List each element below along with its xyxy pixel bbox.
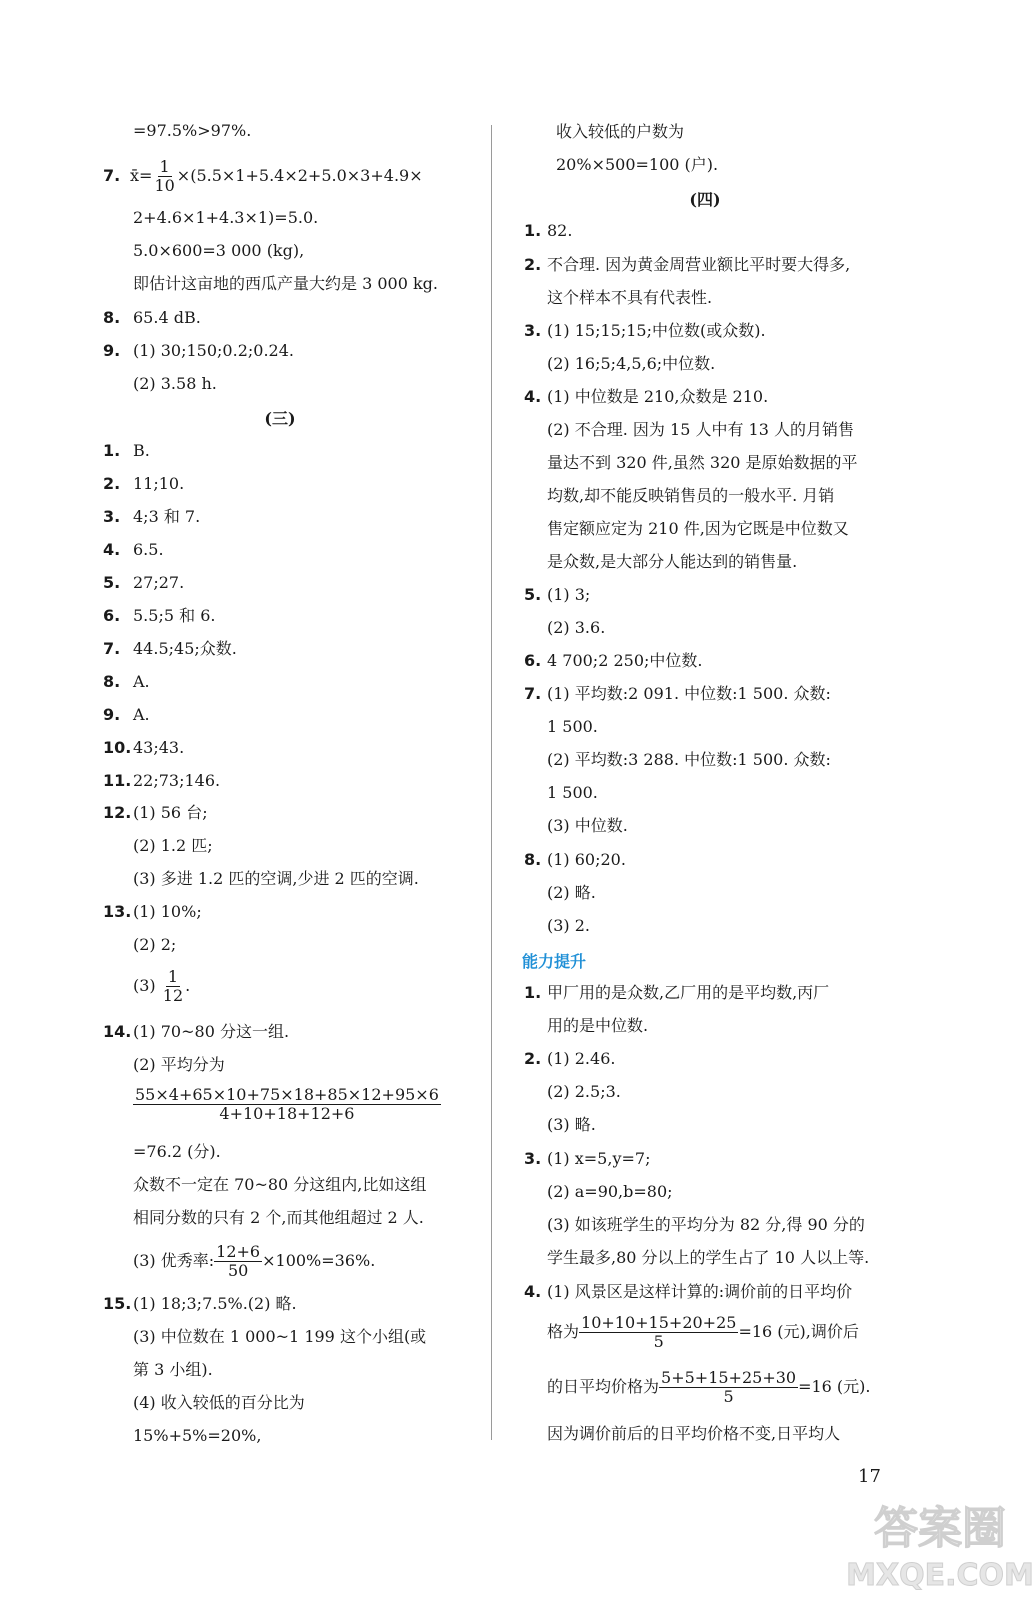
answer-text: (2) 平均分为 [133, 1055, 225, 1074]
question-number: 4. [103, 540, 121, 559]
answer-text: 学生最多,80 分以上的学生占了 10 人以上等. [547, 1248, 870, 1267]
formula-line: 格为 $\frac{10+10+15+20+25}{5}$ =16 (元),调价后 [547, 1313, 859, 1351]
fraction: $\frac{12+6}{50}$ [216, 1242, 261, 1280]
section-heading: (四) [689, 190, 721, 209]
answer-text: (3) 多进 1.2 匹的空调,少进 2 匹的空调. [133, 869, 419, 888]
formula-line: (3) $\frac{1}{12}$ . [133, 967, 191, 1005]
answer-text: (2) 略. [547, 883, 596, 902]
answer-text: 1 500. [547, 717, 598, 736]
question-number: 1. [524, 221, 542, 240]
watermark-big-text: 答案圈 [874, 1503, 1006, 1554]
answer-text: (4) 收入较低的百分比为 [133, 1393, 305, 1412]
answer-text: (2) 16;5;4,5,6;中位数. [547, 354, 716, 373]
question-number: 8. [103, 672, 121, 691]
text-line: 2+4.6×1+4.3×1)=5.0. [133, 208, 319, 227]
answer-text: 售定额应定为 210 件,因为它既是中位数又 [547, 519, 849, 538]
answer-text: 15%+5%=20%, [133, 1426, 262, 1445]
question-number: 8. [524, 850, 542, 869]
question-number: 5. [103, 573, 121, 592]
answer-text: 5.5;5 和 6. [133, 606, 216, 625]
answer-text: 4 700;2 250;中位数. [547, 651, 703, 670]
answer-text: (2) 1.2 匹; [133, 836, 213, 855]
text-line: 20%×500=100 (户). [556, 155, 719, 174]
answer-text: B. [133, 441, 150, 460]
answer-text: (3) 中位数在 1 000~1 199 这个小组(或 [133, 1327, 427, 1346]
question-number: 1. [103, 441, 121, 460]
answer-text: 甲厂用的是众数,乙厂用的是平均数,丙厂 [547, 983, 830, 1002]
question-number: 5. [524, 585, 542, 604]
section-heading: (三) [264, 409, 296, 428]
answer-text: (2) 2; [133, 935, 177, 954]
answer-text: 这个样本不具有代表性. [547, 288, 713, 307]
answer-text: 1 500. [547, 783, 598, 802]
text-line: 即估计这亩地的西瓜产量大约是 3 000 kg. [133, 274, 439, 293]
question-number: 7. [524, 684, 542, 703]
text-line: 5.0×600=3 000 (kg), [133, 241, 305, 260]
answer-text: 相同分数的只有 2 个,而其他组超过 2 人. [133, 1208, 424, 1227]
question-number: 15. [103, 1294, 132, 1313]
answer-text: 6.5. [133, 540, 164, 559]
answer-text: 65.4 dB. [133, 308, 201, 327]
page-number: 17 [858, 1466, 881, 1487]
answer-text: (2) 3.58 h. [133, 374, 217, 393]
answer-text: (1) 10%; [133, 902, 202, 921]
formula-line [133, 1086, 441, 1123]
fraction: $\frac{55\times 4+65\times 10+75\times 18+85\times 12+95\times 6}{4+10+18+12+6}$ [135, 1085, 439, 1123]
watermark-logo [845, 1485, 1035, 1600]
text-line: 收入较低的户数为 [556, 122, 685, 141]
answer-text: (1) x=5,y=7; [547, 1149, 651, 1168]
answer-text: A. [133, 672, 150, 691]
question-number: 11. [103, 771, 132, 790]
answer-text: (1) 平均数:2 091. 中位数:1 500. 众数: [547, 684, 831, 703]
answer-text: (2) 2.5;3. [547, 1082, 621, 1101]
answer-text: (2) 3.6. [547, 618, 606, 637]
answer-text: (1) 2.46. [547, 1049, 616, 1068]
fraction: $\frac{10+10+15+20+25}{5}$ [581, 1313, 737, 1351]
question-number: 10. [103, 738, 132, 757]
answer-text: (3) 中位数. [547, 816, 628, 835]
fraction: $\frac{5+5+15+25+30}{5}$ [661, 1368, 797, 1406]
question-number: 7. [103, 166, 121, 185]
formula-line: (3) 优秀率: $\frac{12+6}{50}$ ×100%=36%. [133, 1242, 376, 1280]
answer-text: 是众数,是大部分人能达到的销售量. [547, 552, 798, 571]
answer-text: (1) 风景区是这样计算的:调价前的日平均价 [547, 1282, 853, 1301]
question-number: 7. [103, 639, 121, 658]
question-number: 3. [524, 1149, 542, 1168]
question-number: 1. [524, 983, 542, 1002]
answer-text: 用的是中位数. [547, 1016, 649, 1035]
section-title-ability: 能力提升 [522, 952, 587, 971]
question-number: 13. [103, 902, 132, 921]
question-number: 2. [524, 1049, 542, 1068]
question-number: 6. [524, 651, 542, 670]
answer-text: (2) 不合理. 因为 15 人中有 13 人的月销售 [547, 420, 854, 439]
question-number: 3. [103, 507, 121, 526]
answer-text: 44.5;45;众数. [133, 639, 237, 658]
column-divider [491, 125, 492, 1440]
answer-text: (1) 15;15;15;中位数(或众数). [547, 321, 766, 340]
answer-text: 均数,却不能反映销售员的一般水平. 月销 [547, 486, 835, 505]
answer-text: (2) 平均数:3 288. 中位数:1 500. 众数: [547, 750, 831, 769]
answer-text: (1) 18;3;7.5%.(2) 略. [133, 1294, 297, 1313]
answer-text: 82. [547, 221, 573, 240]
answer-text: 22;73;146. [133, 771, 221, 790]
answer-text: (3) 如该班学生的平均分为 82 分,得 90 分的 [547, 1215, 865, 1234]
answer-text: =76.2 (分). [133, 1142, 221, 1161]
question-number: 9. [103, 341, 121, 360]
answer-text: 众数不一定在 70~80 分这组内,比如这组 [133, 1175, 427, 1194]
answer-text: (3) 2. [547, 916, 591, 935]
answer-text: 第 3 小组). [133, 1360, 213, 1379]
answer-text: (1) 60;20. [547, 850, 626, 869]
answer-text: (1) 70~80 分这一组. [133, 1022, 290, 1041]
question-number: 6. [103, 606, 121, 625]
question-number: 4. [524, 387, 542, 406]
formula-line: 的日平均价格为 $\frac{5+5+15+25+30}{5}$ =16 (元). [547, 1368, 871, 1406]
question-number: 8. [103, 308, 121, 327]
question-number: 12. [103, 803, 132, 822]
watermark-graphic [845, 1485, 1035, 1600]
answer-text: 11;10. [133, 474, 185, 493]
answer-text: (1) 中位数是 210,众数是 210. [547, 387, 769, 406]
fraction: $\frac{1}{10}$ [154, 157, 175, 195]
answer-text: (1) 3; [547, 585, 591, 604]
answer-text: (3) 略. [547, 1115, 596, 1134]
answer-text: 不合理. 因为黄金周营业额比平时要大得多, [547, 255, 851, 274]
answer-text: 43;43. [133, 738, 185, 757]
question-number: 14. [103, 1022, 132, 1041]
question-number: 2. [103, 474, 121, 493]
question-number: 3. [524, 321, 542, 340]
fraction: $\frac{1}{12}$ [162, 967, 184, 1005]
watermark-url-text: MXQE.COM [846, 1558, 1034, 1593]
text-line: =97.5%>97%. [133, 121, 252, 140]
question-number: 9. [103, 705, 121, 724]
answer-text: A. [133, 705, 150, 724]
answer-text: 4;3 和 7. [133, 507, 201, 526]
answer-text: (2) a=90,b=80; [547, 1182, 673, 1201]
answer-text: 量达不到 320 件,虽然 320 是原始数据的平 [547, 453, 858, 472]
formula-line: x̄= $\frac{1}{10}$ ×(5.5×1+5.4×2+5.0×3+4.9× [130, 157, 423, 195]
answer-text: (1) 30;150;0.2;0.24. [133, 341, 294, 360]
answer-text: (1) 56 台; [133, 803, 208, 822]
question-number: 4. [524, 1282, 542, 1301]
answer-text: 因为调价前后的日平均价格不变,日平均人 [547, 1424, 841, 1443]
question-number: 2. [524, 255, 542, 274]
answer-text: 27;27. [133, 573, 185, 592]
